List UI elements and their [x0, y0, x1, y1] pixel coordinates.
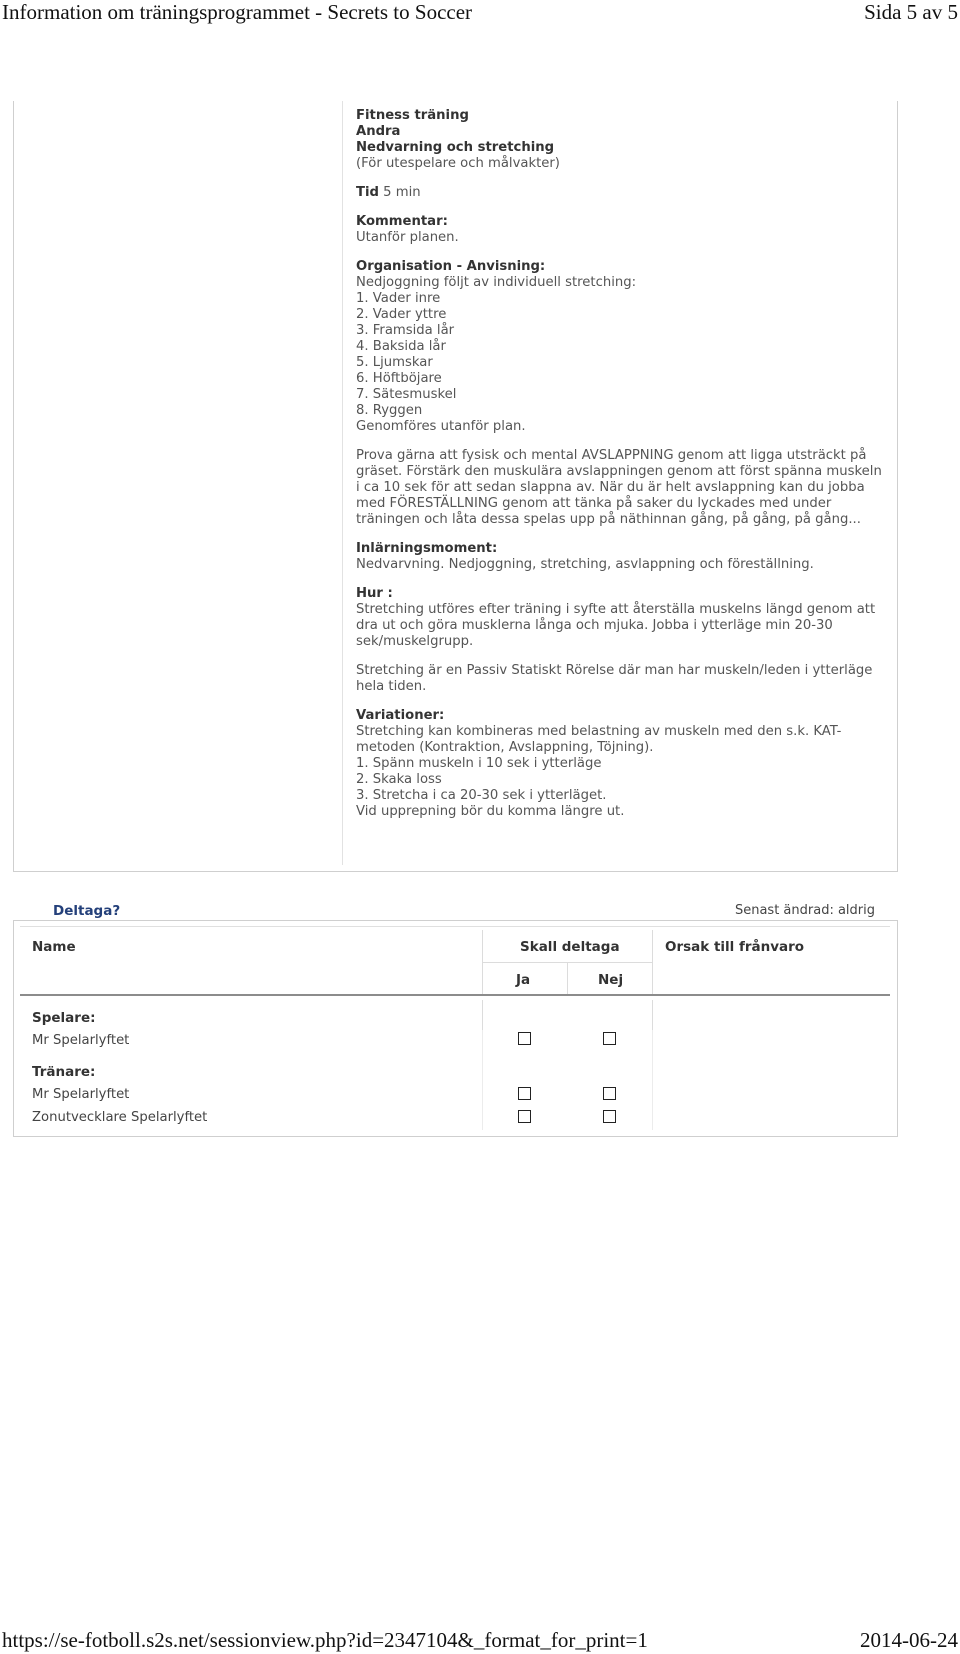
org-line: 3. Framsida lår — [356, 323, 455, 338]
org-line: 8. Ryggen — [356, 403, 423, 418]
variation-line: 2. Skaka loss — [356, 772, 442, 787]
column-no: Nej — [598, 972, 624, 988]
exercise-level: Andra — [356, 124, 401, 139]
exercise-subtitle: (För utespelare och målvakter) — [356, 156, 560, 171]
comment-label: Kommentar: — [356, 214, 448, 229]
print-date: 2014-06-24 — [860, 1628, 958, 1652]
org-line: Genomföres utanför plan. — [356, 419, 526, 434]
attend-no-checkbox[interactable] — [603, 1032, 616, 1045]
coaches-section-label: Tränare: — [32, 1064, 96, 1080]
header-divider — [482, 962, 652, 963]
player-name: Mr Spelarlyftet — [32, 1033, 130, 1048]
how-text: Stretching utföres efter träning i syfte att återställa muskelns längd genom att dra ut och göra musklerna långa och mjuka. Jobba i ytterläge min 20-30 sek/muskelgrupp. — [356, 602, 876, 649]
org-line: 2. Vader yttre — [356, 307, 447, 322]
last-changed: Senast ändrad: aldrig — [734, 903, 875, 918]
organisation-label: Organisation - Anvisning: — [356, 259, 546, 274]
org-line: Nedjoggning följt av individuell stretching: — [356, 275, 637, 290]
attend-yes-checkbox[interactable] — [518, 1087, 531, 1100]
page-url: https://se-fotboll.s2s.net/sessionview.php?id=2347104&_format_for_print=1 — [2, 1628, 648, 1652]
exercise-category: Fitness träning — [356, 108, 469, 123]
variation-line: Stretching kan kombineras med belastning av muskeln med den s.k. KAT-metoden (Kontraktion, Avslappning, Töjning). — [356, 724, 842, 755]
attend-yes-checkbox[interactable] — [518, 1110, 531, 1123]
variations-label: Variationer: — [356, 708, 445, 723]
attendance-title: Deltaga? — [53, 903, 121, 919]
column-yes: Ja — [516, 972, 531, 988]
column-reason: Orsak till frånvaro — [665, 939, 805, 955]
exercise-title: Nedvarning och stretching — [356, 140, 555, 155]
attend-no-checkbox[interactable] — [603, 1110, 616, 1123]
header-bottom-border — [20, 994, 890, 996]
column-divider — [567, 962, 568, 995]
org-line: 5. Ljumskar — [356, 355, 433, 370]
org-line: 4. Baksida lår — [356, 339, 446, 354]
org-line: 7. Sätesmuskel — [356, 387, 457, 402]
org-line: 1. Vader inre — [356, 291, 441, 306]
column-attend: Skall deltaga — [520, 939, 620, 955]
column-divider — [652, 930, 653, 995]
variation-line: 1. Spänn muskeln i 10 sek i ytterläge — [356, 756, 602, 771]
time-label: Tid — [356, 185, 379, 200]
page-number: Sida 5 av 5 — [864, 0, 958, 24]
learning-text: Nedvarvning. Nedjoggning, stretching, asvlappning och föreställning. — [356, 557, 814, 572]
variation-line: 3. Stretcha i ca 20-30 sek i ytterläget. — [356, 788, 607, 803]
attend-yes-checkbox[interactable] — [518, 1032, 531, 1045]
document-title: Information om träningsprogrammet - Secrets to Soccer — [2, 0, 473, 24]
exercise-time — [356, 185, 886, 201]
print-header — [0, 0, 960, 26]
comment-text: Utanför planen. — [356, 230, 459, 245]
attend-no-checkbox[interactable] — [603, 1087, 616, 1100]
exercise-details — [356, 108, 886, 820]
how-text: Stretching är en Passiv Statiskt Rörelse där man har muskeln/leden i ytterläge hela tiden. — [356, 663, 873, 694]
relaxation-text: Prova gärna att fysisk och mental AVSLAPPNING genom att ligga utsträckt på gräset. Förstärk den muskulära avslappningen genom att först spänna muskeln i ca 10 sek för att sedan slappna av. När du är helt avslappning kan du jobba med FÖRESTÄLLNING genom att tänka på saker du lyckades med under träningen och låta dessa spelas upp på näthinnan gång, på gång, på gång... — [356, 448, 882, 527]
how-label: Hur : — [356, 586, 393, 601]
coach-name: Mr Spelarlyftet — [32, 1087, 130, 1102]
org-line: 6. Höftböjare — [356, 371, 442, 386]
learning-label: Inlärningsmoment: — [356, 541, 498, 556]
players-section-label: Spelare: — [32, 1010, 96, 1026]
coach-name: Zonutvecklare Spelarlyftet — [32, 1110, 208, 1125]
column-name: Name — [32, 939, 76, 955]
variation-line: Vid upprepning bör du komma längre ut. — [356, 804, 625, 819]
print-footer — [0, 1628, 960, 1654]
time-value: 5 min — [383, 185, 421, 200]
